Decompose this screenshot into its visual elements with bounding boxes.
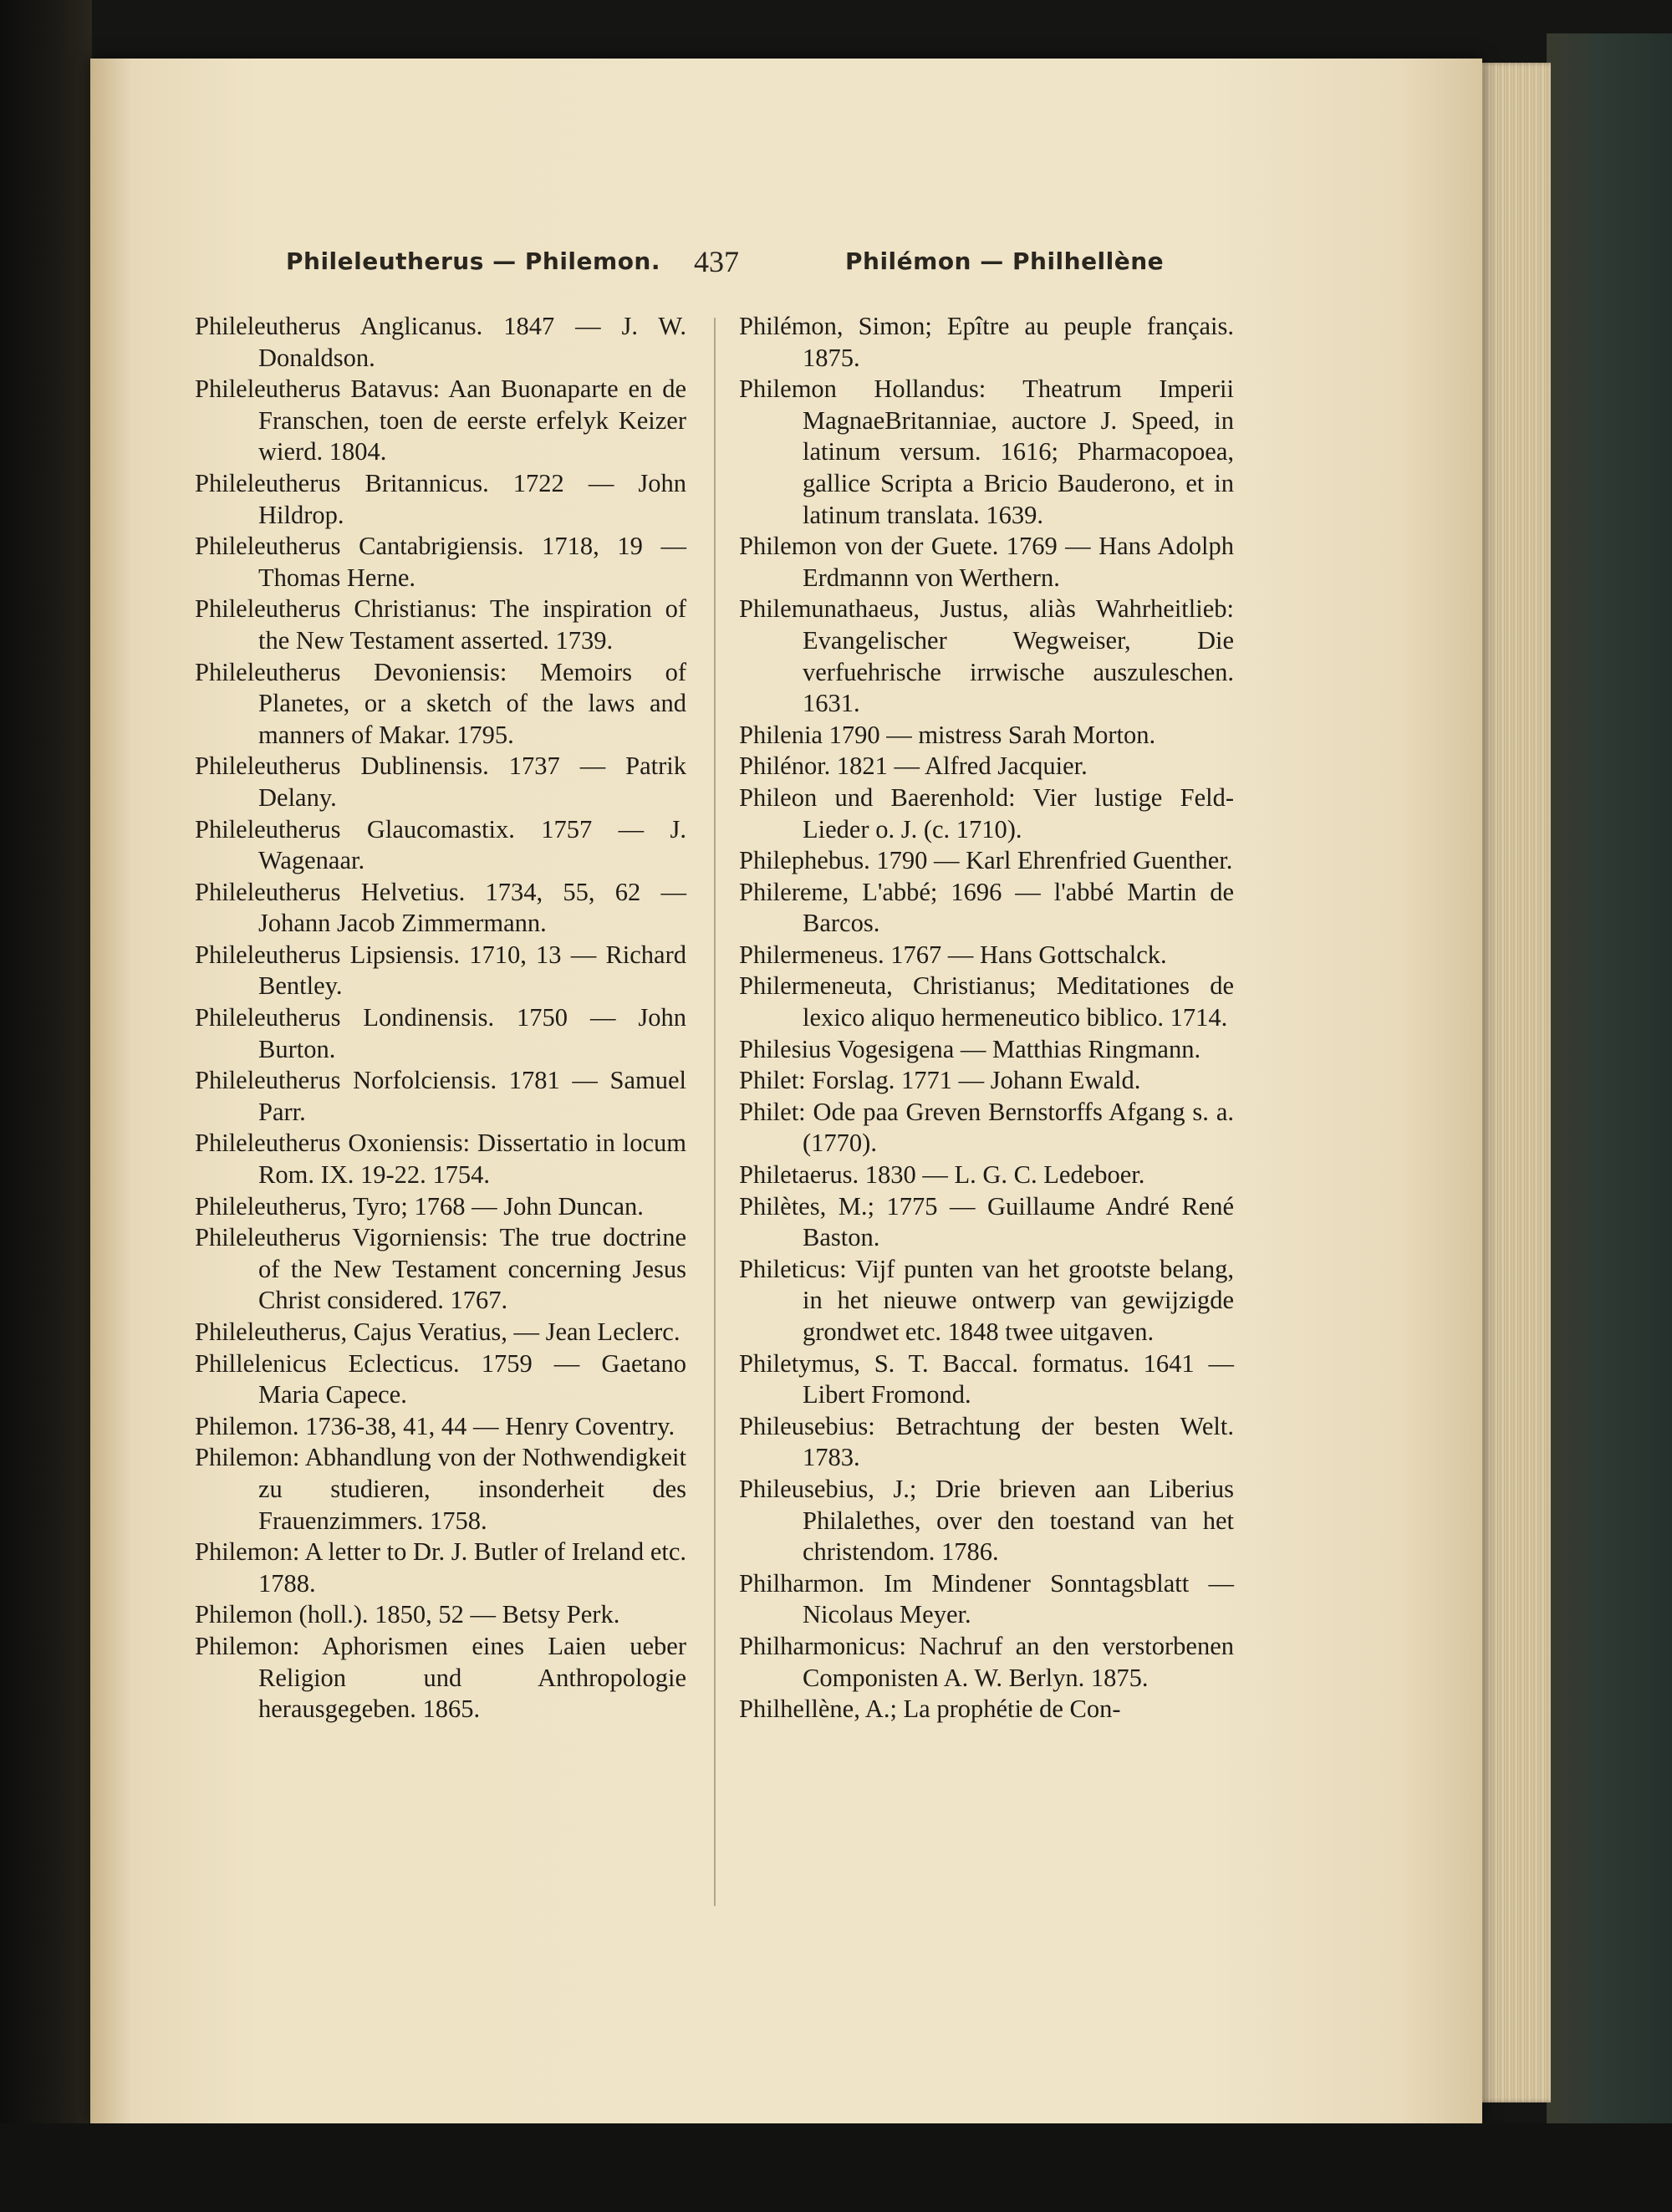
left-column xyxy=(195,311,686,1725)
index-entry: Phileleutherus Anglicanus. 1847 — J. W. Donaldson. xyxy=(195,312,686,372)
index-entry: Philemon: Aphorismen eines Laien ueber Religion und Anthropologie herausgegeben. 1865. xyxy=(195,1631,686,1724)
index-entry: Phileleutherus Britannicus. 1722 — John Hildrop. xyxy=(195,468,686,529)
index-entry: Philermeneuta, Christianus; Meditationes de lexico aliquo hermeneutico biblico. 1714. xyxy=(739,971,1234,1032)
book-cover-left xyxy=(0,0,92,2212)
index-entry: Philemon (holl.). 1850, 52 — Betsy Perk. xyxy=(195,1600,620,1629)
index-entry: Philet: Forslag. 1771 — Johann Ewald. xyxy=(739,1066,1141,1095)
index-entry: Philetaerus. 1830 — L. G. C. Ledeboer. xyxy=(739,1160,1145,1190)
index-entry: Philereme, L'abbé; 1696 — l'abbé Martin de Barcos. xyxy=(739,877,1234,938)
index-entry: Phillelenicus Eclecticus. 1759 — Gaetano Maria Capece. xyxy=(195,1348,686,1409)
index-entry: Phileleutherus Cantabrigiensis. 1718, 19 — Thomas Herne. xyxy=(195,532,686,592)
index-entry: Philhellène, A.; La prophétie de Con- xyxy=(739,1695,1121,1724)
index-entry: Phileleutherus Glaucomastix. 1757 — J. Wagenaar. xyxy=(195,814,686,875)
index-entry: Phileon und Baerenhold: Vier lustige Feld-Lieder o. J. (c. 1710). xyxy=(739,782,1234,844)
column-divider xyxy=(714,318,716,1906)
index-entry: Philesius Vogesigena — Matthias Ringmann. xyxy=(739,1034,1201,1063)
index-entry: Phileticus: Vijf punten van het grootste belang, in het nieuwe ontwerp van gewijzigde grondwet etc. 1848 twee uitgaven. xyxy=(739,1254,1234,1346)
index-entry: Philenia 1790 — mistress Sarah Morton. xyxy=(739,720,1156,749)
right-column xyxy=(739,311,1234,1725)
index-entry: Phileleutherus Lipsiensis. 1710, 13 — Richard Bentley. xyxy=(195,940,686,1001)
book-cover-right xyxy=(1547,33,1672,2174)
running-head-left: Phileleutherus — Philemon. xyxy=(286,247,660,275)
index-entry: Philemon von der Guete. 1769 — Hans Adolph Erdmannn von Werthern. xyxy=(739,532,1234,592)
index-entry: Phileleutherus Dublinensis. 1737 — Patrik Delany. xyxy=(195,752,686,812)
index-entry: Philémon, Simon; Epître au peuple français. 1875. xyxy=(739,312,1234,372)
index-entry: Phileleutherus, Cajus Veratius, — Jean Leclerc. xyxy=(195,1318,681,1346)
index-entry: Phileleutherus Devoniensis: Memoirs of Planetes, or a sketch of the laws and manners of Makar. 1795. xyxy=(195,657,686,749)
page-number: 437 xyxy=(694,245,739,278)
index-entry: Philephebus. 1790 — Karl Ehrenfried Guenther. xyxy=(739,846,1233,875)
index-entry: Philermeneus. 1767 — Hans Gottschalck. xyxy=(739,940,1167,969)
index-entry: Philénor. 1821 — Alfred Jacquier. xyxy=(739,752,1088,781)
index-entry: Philemon Hollandus: Theatrum Imperii MagnaeBritanniae, auctore J. Speed, in latinum versum. 1616; Pharmacopoea, gallice Scripta a Bricio Bauderono, et in latinum translata. 1639. xyxy=(739,375,1234,529)
index-entry: Phileleutherus, Tyro; 1768 — John Duncan. xyxy=(195,1191,644,1221)
index-entry: Philemon: A letter to Dr. J. Butler of Ireland etc. 1788. xyxy=(195,1537,686,1598)
index-entry: Phileleutherus Christianus: The inspiration of the New Testament asserted. 1739. xyxy=(195,594,686,655)
index-entry: Philemon: Abhandlung von der Nothwendigkeit zu studieren, insonderheit des Frauenzimmers. 1758. xyxy=(195,1443,686,1535)
bottom-shadow xyxy=(0,2123,1672,2212)
index-entry: Phileleutherus Vigorniensis: The true doctrine of the New Testament concerning Jesus Christ considered. 1767. xyxy=(195,1223,686,1315)
index-entry: Philètes, M.; 1775 — Guillaume André René Baston. xyxy=(739,1191,1234,1252)
index-entry: Phileleutherus Londinensis. 1750 — John Burton. xyxy=(195,1003,686,1063)
page-edges xyxy=(1471,63,1551,2102)
index-entry: Philet: Ode paa Greven Bernstorffs Afgang s. a. (1770). xyxy=(739,1097,1234,1158)
index-entry: Philharmon. Im Mindener Sonntagsblatt — Nicolaus Meyer. xyxy=(739,1568,1234,1629)
index-entry: Phileusebius, J.; Drie brieven aan Liberius Philalethes, over den toestand van het christendom. 1786. xyxy=(739,1474,1234,1567)
index-entry: Philharmonicus: Nachruf an den verstorbenen Componisten A. W. Berlyn. 1875. xyxy=(739,1631,1234,1692)
index-entry: Phileleutherus Oxoniensis: Dissertatio in locum Rom. IX. 19-22. 1754. xyxy=(195,1129,686,1190)
index-entry: Philemon. 1736-38, 41, 44 — Henry Coventry. xyxy=(195,1411,675,1440)
index-entry: Philetymus, S. T. Baccal. formatus. 1641 — Libert Fromond. xyxy=(739,1348,1234,1409)
index-entry: Phileleutherus Helvetius. 1734, 55, 62 — Johann Jacob Zimmermann. xyxy=(195,877,686,938)
index-entry: Phileusebius: Betrachtung der besten Welt. 1783. xyxy=(739,1411,1234,1472)
index-entry: Phileleutherus Batavus: Aan Buonaparte en de Franschen, toen de eerste erfelyk Keizer wierd. 1804. xyxy=(195,375,686,466)
running-head-right: Philémon — Philhellène xyxy=(845,247,1165,275)
index-entry: Phileleutherus Norfolciensis. 1781 — Samuel Parr. xyxy=(195,1066,686,1126)
index-entry: Philemunathaeus, Justus, aliàs Wahrheitlieb: Evangelischer Wegweiser, Die verfuehrische irrwische auszuleschen. 1631. xyxy=(739,594,1234,718)
